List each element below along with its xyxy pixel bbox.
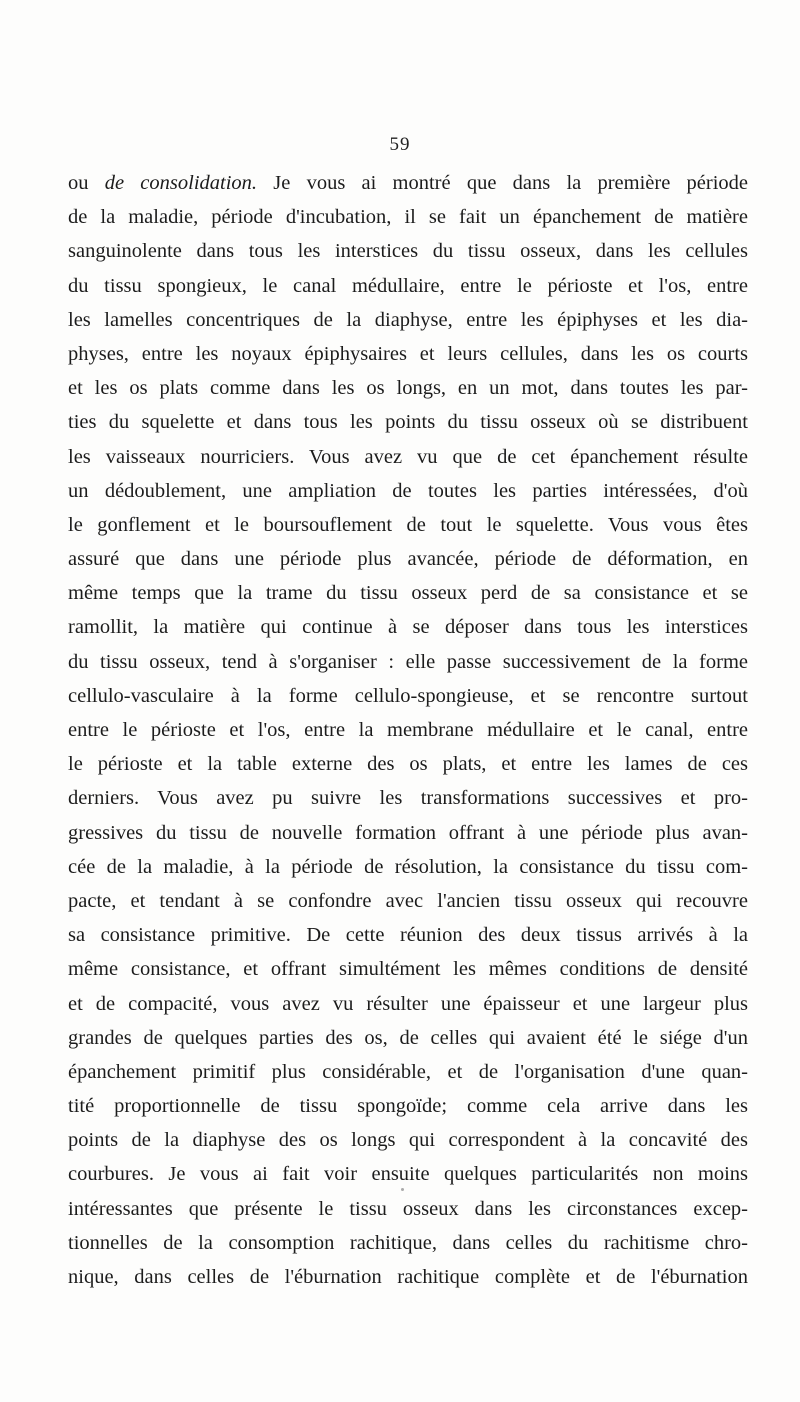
text-line: de la maladie, période d'incubation, il se fait un épanchement de matière xyxy=(68,206,748,229)
body-text xyxy=(68,166,748,1294)
text-line: le périoste et la table externe des os plats, et entre les lames de ces xyxy=(68,753,748,776)
italic-term: de consolidation. xyxy=(104,172,258,194)
text-line-first xyxy=(68,166,748,200)
text-line: intéressantes que présente le tissu osseux dans les circonstances excep- xyxy=(68,1197,748,1220)
text-line: même temps que la trame du tissu osseux perd de sa consistance et se xyxy=(68,582,748,605)
text-line: et les os plats comme dans les os longs, en un mot, dans toutes les par- xyxy=(68,377,748,400)
text-line: sanguinolente dans tous les interstices du tissu osseux, dans les cellules xyxy=(68,240,748,263)
line-prefix: ou xyxy=(68,172,105,194)
text-line: tionnelles de la consomption rachitique, dans celles du rachitisme chro- xyxy=(68,1231,748,1254)
text-line: les lamelles concentriques de la diaphyse, entre les épiphyses et les dia- xyxy=(68,308,748,331)
line-suffix: Je vous ai montré que dans la première période xyxy=(257,172,749,194)
text-line: même consistance, et offrant simultément les mêmes conditions de densité xyxy=(68,958,748,981)
text-line: ties du squelette et dans tous les points du tissu osseux où se distribuent xyxy=(68,411,748,434)
text-line: pacte, et tendant à se confondre avec l'ancien tissu osseux qui recouvre xyxy=(68,889,748,912)
text-line: le gonflement et le boursouflement de tout le squelette. Vous vous êtes xyxy=(68,513,748,536)
text-line: les vaisseaux nourriciers. Vous avez vu que de cet épanchement résulte xyxy=(68,445,748,468)
text-line: cée de la maladie, à la période de résolution, la consistance du tissu com- xyxy=(68,855,748,878)
text-line: et de compacité, vous avez vu résulter une épaisseur et une largeur plus xyxy=(68,992,748,1015)
text-line: un dédoublement, une ampliation de toutes les parties intéressées, d'où xyxy=(68,479,748,502)
text-line: ramollit, la matière qui continue à se déposer dans tous les interstices xyxy=(68,616,748,639)
page-number: 59 xyxy=(389,134,411,155)
text-line: cellulo-vasculaire à la forme cellulo-spongieuse, et se rencontre surtout xyxy=(68,684,748,707)
paper-speck xyxy=(401,1188,404,1191)
text-line: assuré que dans une période plus avancée, période de déformation, en xyxy=(68,548,748,571)
text-line: épanchement primitif plus considérable, et de l'organisation d'une quan- xyxy=(68,1060,748,1083)
text-line: gressives du tissu de nouvelle formation offrant à une période plus avan- xyxy=(68,821,748,844)
text-line: derniers. Vous avez pu suivre les transformations successives et pro- xyxy=(68,787,748,810)
text-line: tité proportionnelle de tissu spongoïde; comme cela arrive dans les xyxy=(68,1095,748,1118)
text-line-last: nique, dans celles de l'éburnation rachitique complète et de l'éburnation xyxy=(68,1266,748,1288)
text-line: entre le périoste et l'os, entre la membrane médullaire et le canal, entre xyxy=(68,719,748,741)
text-line: du tissu osseux, tend à s'organiser : elle passe successivement de la forme xyxy=(68,650,748,673)
text-line: sa consistance primitive. De cette réunion des deux tissus arrivés à la xyxy=(68,924,748,947)
text-line: points de la diaphyse des os longs qui correspondent à la concavité des xyxy=(68,1129,748,1152)
text-line: du tissu spongieux, le canal médullaire, entre le périoste et l'os, entre xyxy=(68,274,748,297)
text-line: courbures. Je vous ai fait voir ensuite quelques particularités non moins xyxy=(68,1163,748,1186)
text-line: physes, entre les noyaux épiphysaires et leurs cellules, dans les os courts xyxy=(68,342,748,365)
text-line: grandes de quelques parties des os, de celles qui avaient été le siége d'un xyxy=(68,1026,748,1049)
